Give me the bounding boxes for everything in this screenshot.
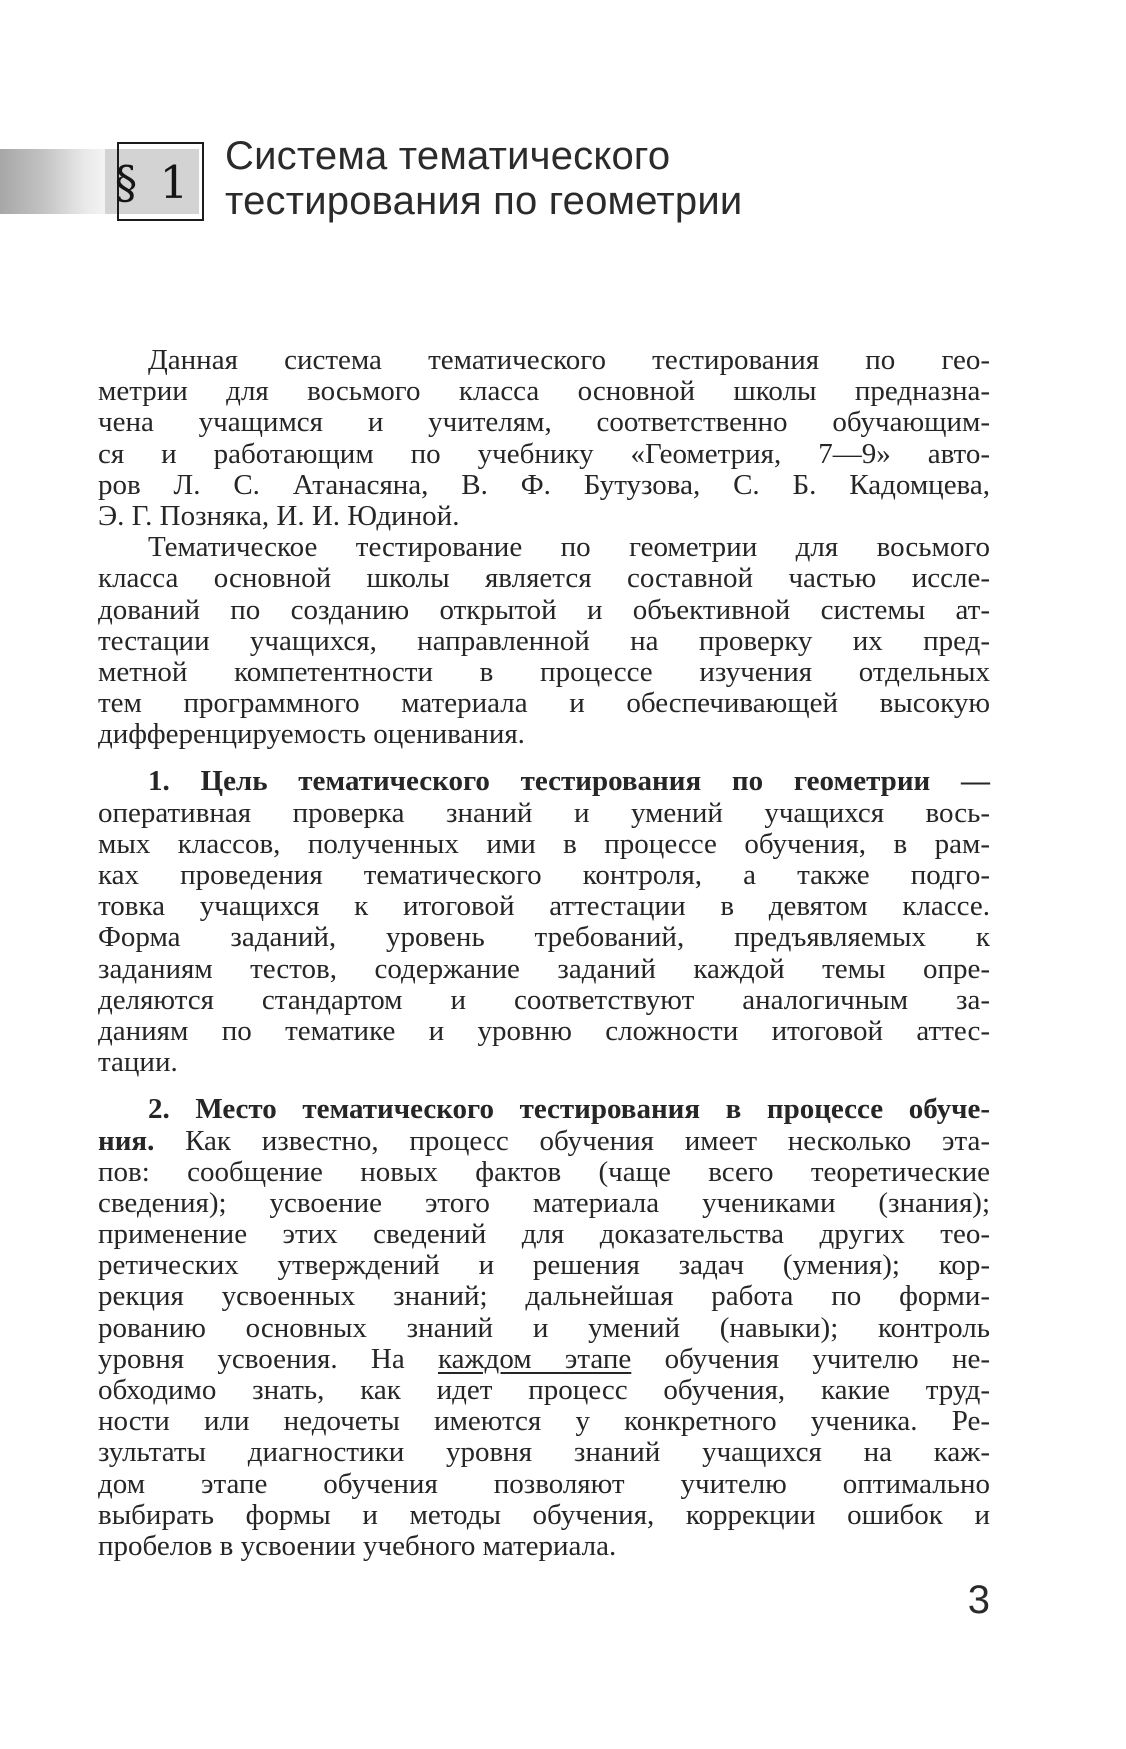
bold-lead-text: 2. Место тематического тестирования в процессе обуче- [148,1093,990,1126]
text-segment: уровня усвоения. На [98,1342,438,1375]
page-title-line-2: тестирования по геометрии [225,179,743,223]
text-segment: Э. Г. Позняка, И. И. Юдиной. [98,499,460,532]
text-line [98,1157,990,1188]
text-line [98,1437,990,1468]
text-segment: выбирать формы и методы обучения, коррекции ошибок и [98,1498,990,1531]
page-number: 3 [967,1578,990,1622]
text-segment: ся и работающим по учебнику «Геометрия, 7—9» авто- [98,437,990,470]
text-segment: Форма заданий, уровень требований, предъявляемых к [98,921,990,954]
text-line [98,470,990,501]
text-line [98,688,990,719]
text-line [98,1375,990,1406]
text-line [98,719,990,750]
text-line [98,345,990,376]
text-line [98,766,990,797]
text-line [98,1531,990,1562]
text-line [98,563,990,594]
paragraph [98,766,990,1078]
text-line [98,798,990,829]
text-segment: тестации учащихся, направленной на проверку их пред- [98,624,990,657]
text-segment: дифференцируемость оценивания. [98,718,525,751]
text-segment: рованию основных знаний и умений (навыки); контроль [98,1311,990,1344]
text-line [98,891,990,922]
text-line [98,954,990,985]
text-segment: тации. [98,1046,178,1079]
text-line [98,1469,990,1500]
text-segment: товка учащихся к итоговой аттестации в девятом классе. [98,890,990,923]
text-line [98,1219,990,1250]
section-mark: § 1 [114,155,193,209]
text-segment: ретических утверждений и решения задач (умения); кор- [98,1249,990,1282]
text-segment: оперативная проверка знаний и умений учащихся вось- [98,796,990,829]
text-line [98,1500,990,1531]
text-line [98,657,990,688]
text-line [98,1250,990,1281]
text-segment: метрии для восьмого класса основной школы предназна- [98,375,990,408]
text-segment: обходимо знать, как идет процесс обучения, какие труд- [98,1374,990,1406]
text-segment: даниям по тематике и уровню сложности итоговой аттес- [98,1014,990,1047]
text-line [98,1047,990,1078]
text-segment: класса основной школы является составной частью иссле- [98,562,990,595]
paragraph [98,345,990,532]
text-segment: метной компетентности в процессе изучения отдельных [98,655,990,688]
text-line [98,922,990,953]
text-line [98,626,990,657]
text-segment: дом этапе обучения позволяют учителю оптимально [98,1467,990,1500]
text-segment: заданиям тестов, содержание заданий каждой темы опре- [98,952,990,985]
text-line [98,829,990,860]
text-segment: чена учащимся и учителям, соответственно обучающим- [98,406,990,439]
text-line [98,376,990,407]
text-line [98,1094,990,1125]
text-segment: деляются стандартом и соответствуют аналогичным за- [98,983,990,1016]
text-line [98,1016,990,1047]
paragraph [98,532,990,750]
text-segment: Данная система тематического тестирования по гео- [148,344,990,376]
text-segment: обучения учителю не- [631,1342,991,1375]
text-line [98,595,990,626]
header-gradient-band [0,149,106,214]
paragraph [98,1094,990,1562]
text-segment: ров Л. С. Атанасяна, В. Ф. Бутузова, С. Б. Кадомцева, [98,468,990,501]
text-segment: пов: сообщение новых фактов (чаще всего теоретические [98,1155,990,1188]
text-segment: зультаты диагностики уровня знаний учащихся на каж- [98,1436,990,1469]
text-line [98,1126,990,1157]
text-segment: Как известно, процесс обучения имеет несколько эта- [154,1124,990,1157]
text-line [98,501,990,532]
body-text [98,345,990,1562]
text-line [98,407,990,438]
page-title [225,134,742,224]
text-line [98,1344,990,1375]
text-segment: ности или недочеты имеются у конкретного ученика. Ре- [98,1405,990,1438]
text-line [98,985,990,1016]
text-line [98,860,990,891]
text-segment: сведения); усвоение этого материала учениками (знания); [98,1186,990,1219]
text-segment: рекция усвоенных знаний; дальнейшая работа по форми- [98,1280,990,1313]
underlined-text: каждом этапе [438,1342,632,1375]
text-line [98,1313,990,1344]
text-line [98,1406,990,1437]
text-segment: ках проведения тематического контроля, а также подго- [98,859,990,891]
page-title-line-1: Система тематического [225,134,671,178]
text-line [98,439,990,470]
bold-lead-text: ния. [98,1124,155,1157]
text-segment: мых классов, полученных ими в процессе обучения, в рам- [98,827,990,860]
text-line [98,1281,990,1312]
text-segment: дований по созданию открытой и объективной системы ат- [98,593,990,626]
text-segment: тем программного материала и обеспечивающей высокую [98,687,990,720]
text-line [98,1188,990,1219]
bold-lead-text: 1. Цель тематического тестирования по геометрии — [148,765,990,798]
text-line [98,532,990,563]
text-segment: применение этих сведений для доказательства других тео- [98,1218,990,1251]
text-segment: пробелов в усвоении учебного материала. [98,1529,617,1562]
text-segment: Тематическое тестирование по геометрии для восьмого [148,531,990,564]
